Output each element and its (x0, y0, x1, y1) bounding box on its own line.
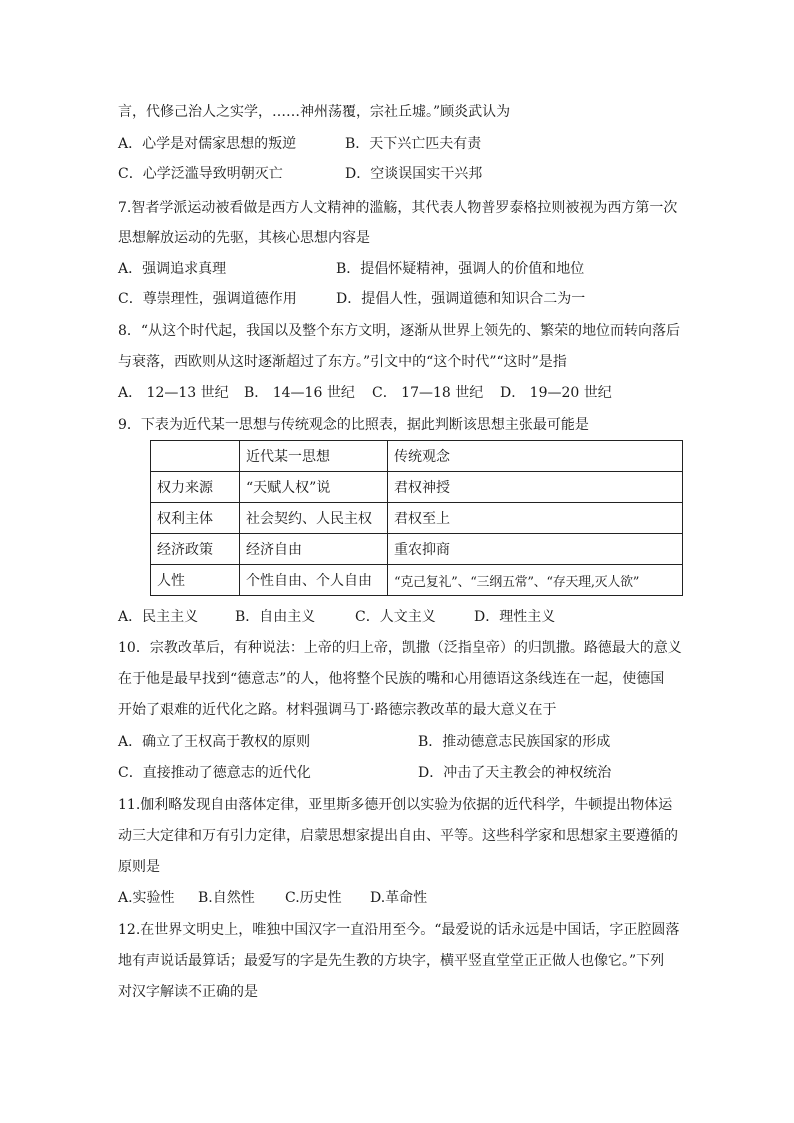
q8-option-a: A． 12—13 世纪 (118, 385, 229, 401)
table-cell: 经济政策 (151, 534, 240, 565)
q10-option-d: D．冲击了天主教会的神权统治 (418, 765, 612, 781)
q8-option-d: D． 19—20 世纪 (500, 385, 612, 401)
q7-option-d: D．提倡人性，强调道德和知识合二为一 (336, 291, 586, 307)
q10-option-b: B．推动德意志民族国家的形成 (418, 734, 611, 750)
q8-stem-line2: 与衰落，西欧则从这时逐渐超过了东方。”引文中的“这个时代”“这时”是指 (118, 354, 567, 370)
table-cell: 社会契约、人民主权 (240, 503, 388, 534)
q11-option-b: B.自然性 (198, 890, 255, 906)
q11-stem-line3: 原则是 (118, 859, 160, 875)
q8-stem-line1: 8．“从这个时代起，我国以及整个东方文明，逐渐从世界上领先的、繁荣的地位而转向落后 (118, 323, 681, 339)
table-cell: 经济自由 (240, 534, 388, 565)
table-cell: 个性自由、个人自由 (240, 565, 388, 596)
table-cell: “克己复礼”、“三纲五常”、“存天理,灭人欲” (388, 565, 683, 596)
table-cell: “天赋人权”说 (240, 472, 388, 503)
table-row (151, 534, 683, 565)
q10-stem-line3: 开始了艰难的近代化之路。材料强调马丁·路德宗教改革的最大意义在于 (118, 702, 557, 718)
table-cell: 权力来源 (151, 472, 240, 503)
q11-stem-line1: 11.伽利略发现自由落体定律，亚里斯多德开创以实验为依据的近代科学，牛顿提出物体运 (118, 797, 673, 813)
comparison-table (150, 440, 683, 596)
table-cell: 重农抑商 (388, 534, 683, 565)
q12-stem-line3: 对汉字解读不正确的是 (118, 984, 258, 1000)
q9-option-a: A．民主主义 (118, 609, 199, 625)
q6-stem-tail: 言，代修己治人之实学，……神州荡覆，宗社丘墟。”顾炎武认为 (118, 104, 511, 120)
table-header-row (151, 441, 683, 472)
q7-option-c: C．尊崇理性，强调道德作用 (118, 291, 297, 307)
q10-option-c: C．直接推动了德意志的近代化 (118, 765, 311, 781)
table-header-cell: 近代某一思想 (240, 441, 388, 472)
q10-stem-line2: 在于他是最早找到“德意志”的人，他将整个民族的嘴和心用德语这条线连在一起，使德国 (118, 671, 665, 687)
q11-option-a: A.实验性 (118, 890, 175, 906)
q8-option-b: B． 14—16 世纪 (244, 385, 355, 401)
q11-option-c: C.历史性 (285, 890, 342, 906)
q10-option-a: A．确立了王权高于教权的原则 (118, 734, 311, 750)
table-row (151, 472, 683, 503)
q6-option-d: D．空谈误国实干兴邦 (345, 166, 483, 182)
table-cell: 君权神授 (388, 472, 683, 503)
q12-stem-line2: 地有声说话最算话；最爱写的字是先生教的方块字，横平竖直堂堂正正做人也像它。”下列 (118, 953, 665, 969)
q7-option-b: B．提倡怀疑精神，强调人的价值和地位 (336, 261, 585, 277)
table-cell: 君权至上 (388, 503, 683, 534)
q9-option-c: C．人文主义 (355, 609, 436, 625)
q7-stem-line2: 思想解放运动的先驱，其核心思想内容是 (118, 230, 370, 246)
q8-option-c: C． 17—18 世纪 (372, 385, 484, 401)
q11-stem-line2: 动三大定律和万有引力定律，启蒙思想家提出自由、平等。这些科学家和思想家主要遵循的 (118, 828, 678, 844)
table-cell: 人性 (151, 565, 240, 596)
q11-option-d: D.革命性 (370, 890, 428, 906)
q6-option-c: C．心学泛滥导致明朝灭亡 (118, 166, 283, 182)
q9-option-b: B．自由主义 (235, 609, 316, 625)
table-row (151, 503, 683, 534)
table-header-cell: 传统观念 (388, 441, 683, 472)
q12-stem-line1: 12.在世界文明史上，唯独中国汉字一直沿用至今。“最爱说的话永远是中国话，字正腔圆落 (118, 922, 680, 938)
q6-option-b: B．天下兴亡匹夫有责 (345, 136, 482, 152)
table-header-cell (151, 441, 240, 472)
q9-stem: 9．下表为近代某一思想与传统观念的比照表，据此判断该思想主张最可能是 (118, 417, 589, 433)
q9-option-d: D．理性主义 (474, 609, 556, 625)
q7-option-a: A．强调追求真理 (118, 261, 227, 277)
table-row (151, 565, 683, 596)
q10-stem-line1: 10．宗教改革后，有种说法：上帝的归上帝，凯撒（泛指皇帝）的归凯撒。路德最大的意义 (118, 640, 682, 656)
q7-stem-line1: 7.智者学派运动被看做是西方人文精神的滥觞，其代表人物普罗泰格拉则被视为西方第一次 (118, 200, 678, 216)
table-cell: 权利主体 (151, 503, 240, 534)
q6-option-a: A．心学是对儒家思想的叛逆 (118, 136, 297, 152)
